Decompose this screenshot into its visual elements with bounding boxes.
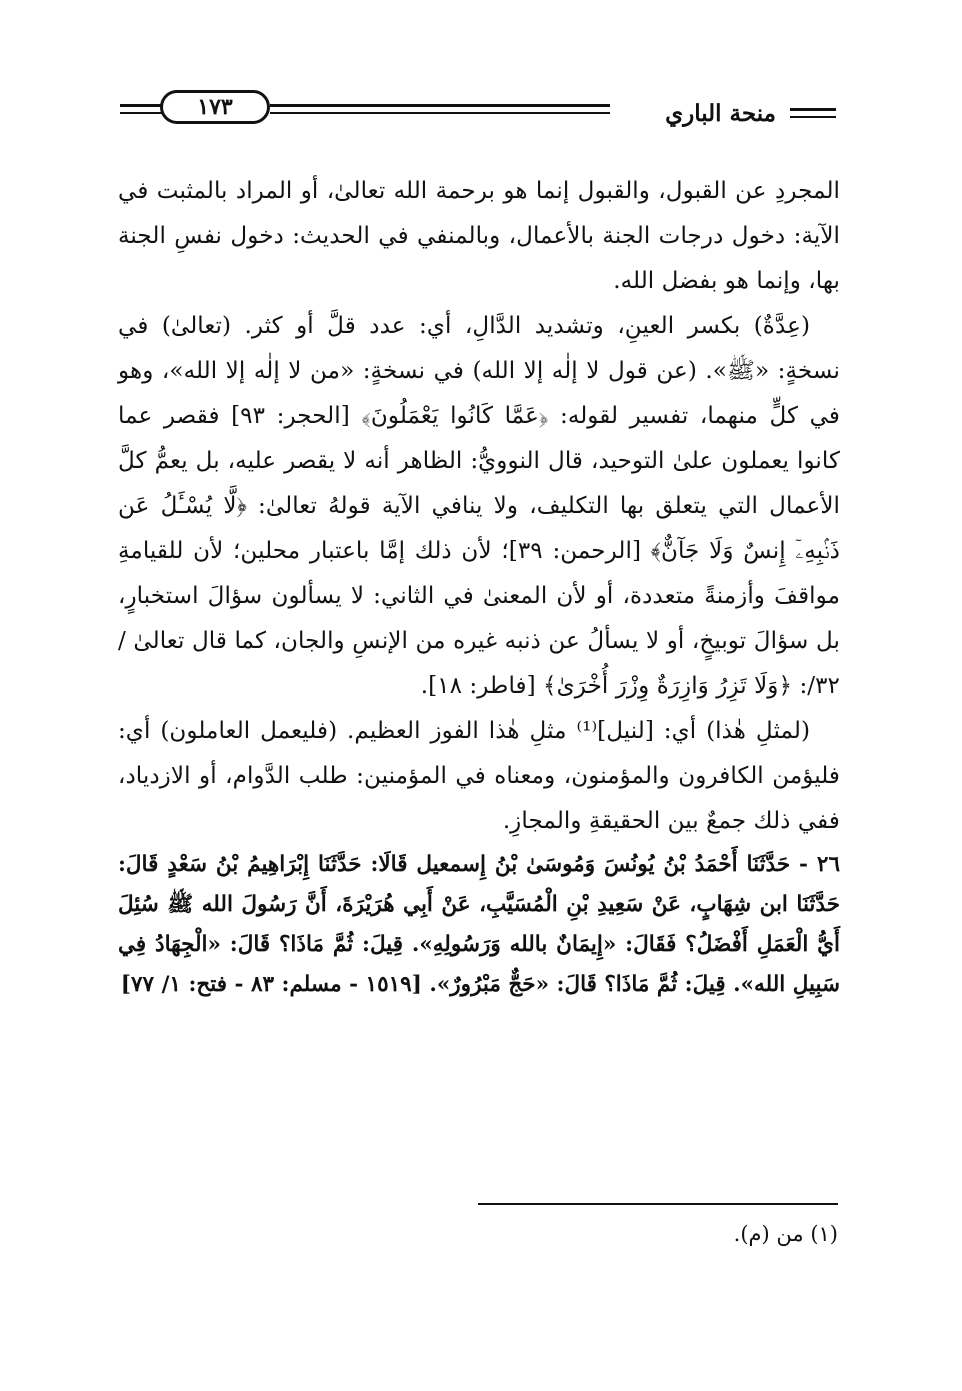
header-rule-middle-lower [270,112,610,114]
main-text [118,168,840,1005]
page-header [120,88,836,148]
header-rule-middle [270,104,610,107]
paragraph-3: (لمثلِ هٰذا) أي: [لنيل]⁽¹⁾ مثلِ هٰذا الفوز العظيم. (فليعمل العاملون) أي: فليؤمن الكافرون والمؤمنون، ومعناه في المؤمنين: طلب الدَّوام، أو الازدياد، ففي ذلك جمعٌ بين الحقيقةِ والمجازِ. [118,717,840,834]
header-rule-left-lower [120,112,162,114]
header-rule-right [790,108,836,111]
hadith-text: ٢٦ - حَدَّثَنَا أَحْمَدُ بْنُ يُونُسَ وَمُوسَىٰ بْنُ إِسمعيل قَالَا: حَدَّثَنَا إِبْرَاهِيمُ بْنُ سَعْدٍ قَالَ: حَدَّثَنَا ابن شِهَابٍ، عَنْ سَعِيدِ بْنِ الْمُسَيَّبِ، عَنْ أَبِي هُرَيْرَةَ، أَنَّ رَسُولَ الله ﷺ سُئِلَ أَيُّ الْعَمَلِ أَفْضَلُ؟ فَقَالَ: «إِيمَانٌ بالله وَرَسُولِهِ». قِيلَ: ثُمَّ مَاذَا؟ قَالَ: «الْجِهَادُ فِي سَبِيلِ الله». قِيلَ: ثُمَّ مَاذَا؟ قَالَ: «حَجٌّ مَبْرُورٌ». [١٥١٩ - مسلم: ٨٣ - فتح: ١/ ٧٧] [118,852,840,997]
paragraph-1: المجردِ عن القبول، والقبول إنما هو برحمة الله تعالىٰ، أو المراد بالمثبت في الآية: دخول درجات الجنة بالأعمال، وبالمنفي في الحديث: دخول نفسِ الجنة بها، وإنما هو بفضل الله. [118,177,840,294]
footnote: (١) من (م). [733,1222,838,1246]
header-rule-right-lower [790,116,836,118]
footnote-separator [478,1203,838,1205]
header-rule-left [120,104,162,107]
running-title: منحة الباري [665,100,776,127]
paragraph-2: (عِدَّةٌ) بكسر العينِ، وتشديد الدَّالِ، أي: عدد قلَّ أو كثر. (تعالىٰ) في نسخةٍ: «ﷺ». (عن قول لا إلٰه إلا الله) في نسخةٍ: «من لا إلٰه إلا الله»، وهو في كلٍّ منهما، تفسير لقوله: ﴿عَمَّا كَانُوا يَعْمَلُونَ﴾ [الحجر: ٩٣] فقصر عما كانوا يعملون علىٰ التوحيد، قال النوويُّ: الظاهر أنه لا يقصر عليه، بل يعمُّ كلَّ الأعمال التي يتعلق بها التكليف، ولا ينافي الآية قولهُ تعالىٰ: ﴿لَّا يُسْـَٔلُ عَن ذَنۢبِهِۦٓ إِنسٌ وَلَا جَآنٌّ﴾ [الرحمن: ٣٩]؛ لأن ذلك إمَّا باعتبار محلين؛ لأن للقيامةِ مواقفَ وأزمنةً متعددة، أو لأن المعنىٰ في الثاني: لا يسألون سؤالَ استخبارٍ، بل سؤالَ توبيخٍ، أو لا يسألُ عن ذنبه غيره من الإنسِ والجان، كما قال تعالىٰ / ٣٢/: ﴿وَلَا تَزِرُ وَازِرَةٌ وِزْرَ أُخْرَىٰ﴾ [فاطر: ١٨]. [118,312,840,699]
page-number: ١٧٣ [160,90,270,124]
